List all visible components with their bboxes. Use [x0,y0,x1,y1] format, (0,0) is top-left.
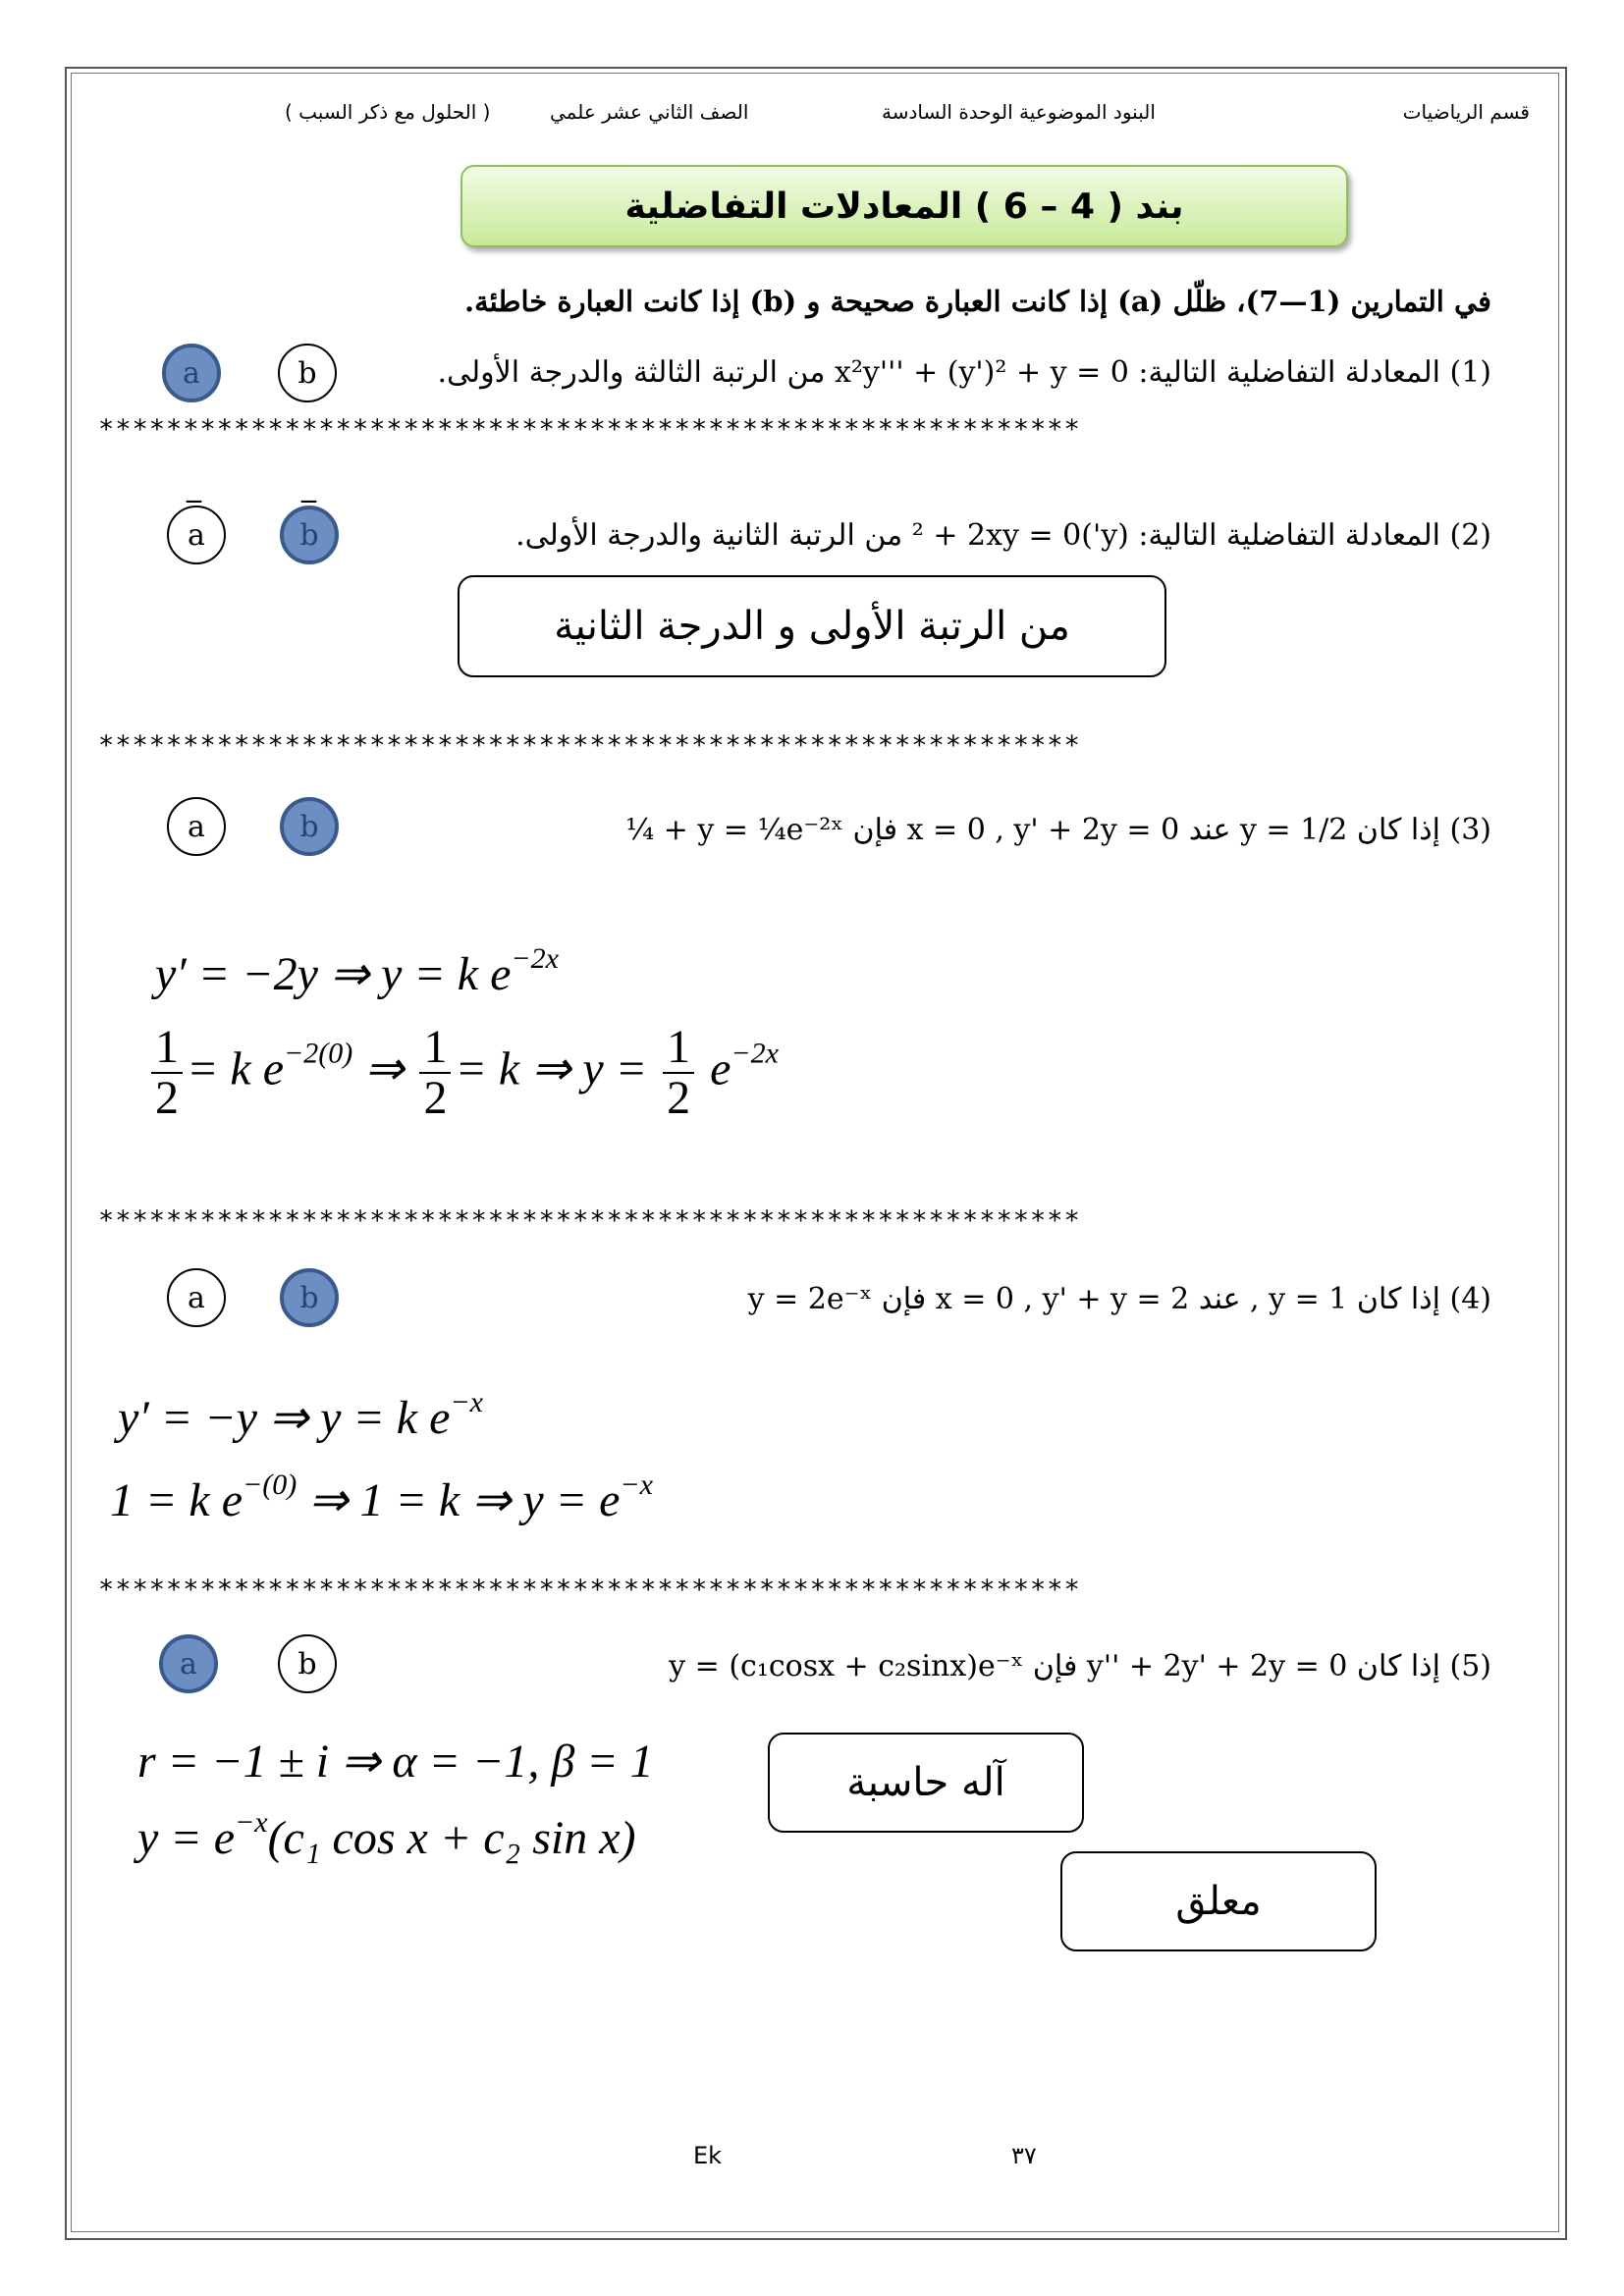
q5-text: (5) إذا كان y'' + 2y' + 2y = 0 فإن y = (c₁cosx + c₂sinx)e⁻ˣ [669,1649,1491,1683]
q5-pending-note: معلق [1060,1851,1377,1951]
frac1-num: 1 [151,1023,183,1074]
separator-2: ********************************************************** [98,730,1081,761]
header-grade: الصف الثاني عشر علمي [550,100,749,124]
q3-text: (3) إذا كان y = 1/2 عند x = 0 , y' + 2y = 0 فإن y = ¼e⁻²ˣ + ¼ [625,813,1491,847]
q5-calculator-note: آله حاسبة [768,1733,1084,1833]
frac1-den: 2 [155,1072,179,1125]
q4-option-a[interactable]: a [167,1268,226,1327]
separator-1: ********************************************************** [98,414,1081,445]
q5-option-b[interactable]: b [278,1634,337,1693]
q2-option-b[interactable]: b [280,506,339,564]
q1-text: (1) المعادلة التفاضلية التالية: x²y''' + (y')² + y = 0 من الرتبة الثالثة والدرجة الأولى. [437,355,1491,390]
footer-left: Ek [693,2142,723,2169]
solution4-line2-b: ⇒ 1 = k ⇒ y = e [297,1474,621,1526]
solution4-line1-exp: −x [450,1386,483,1418]
header-note: ( الحلول مع ذكر السبب ) [285,100,491,124]
solution4-line2 [110,1468,653,1527]
q3-option-a[interactable]: a [167,797,226,856]
solution3-line2-end: e [710,1042,731,1095]
separator-4: ********************************************************** [98,1575,1081,1605]
solution3-line2 [147,1023,779,1124]
solution3-line2-exp1: −2(0) [284,1037,353,1070]
header-unit: البنود الموضوعية الوحدة السادسة [882,100,1156,124]
frac3-num: 1 [663,1023,694,1074]
separator-3: ********************************************************** [98,1205,1081,1236]
instructions: في التمارين (1—7)، ظلّل (a) إذا كانت العبارة صحيحة و (b) إذا كانت العبارة خاطئة. [464,285,1491,318]
q4-text: (4) إذا كان y = 1 , عند x = 0 , y' + y = 2 فإن y = 2e⁻ˣ [747,1282,1491,1316]
solution5-line2 [137,1806,636,1865]
solution4-line2-a: 1 = k e [110,1474,243,1526]
q2-option-a[interactable]: a [167,506,226,564]
solution3-line2-mid2: ⇒ [364,1042,405,1095]
solution3-line2-end-exp: −2x [731,1037,779,1070]
solution3-line1 [155,942,559,1001]
section-title-box [460,165,1348,247]
frac2-den: 2 [423,1072,448,1125]
header-department: قسم الرياضيات [1402,100,1530,124]
q4-option-b[interactable]: b [280,1268,339,1327]
solution4-line2-a-exp: −(0) [243,1468,298,1501]
solution4-line1 [118,1386,483,1445]
q2-macron-b: _ [301,469,316,504]
solution5-line2-a: y = e [137,1812,235,1864]
frac3-den: 2 [667,1072,691,1125]
page-number: ٣٧ [1011,2142,1037,2169]
q5-option-a[interactable]: a [159,1634,218,1693]
solution3-line2-mid1: = k e [187,1042,284,1095]
section-title: بند ( 4 – 6 ) المعادلات التفاضلية [624,186,1184,227]
frac2-num: 1 [419,1023,451,1074]
q2-text: (2) المعادلة التفاضلية التالية: (y')² + 2xy = 0 من الرتبة الثانية والدرجة الأولى. [515,518,1491,553]
solution5-line1: r = −1 ± i ⇒ α = −1, β = 1 [137,1735,654,1788]
solution3-line1-exp: −2x [511,942,559,975]
solution5-line2-exp: −x [235,1806,268,1839]
solution3-line1-main: y′ = −2y ⇒ y = k e [155,948,512,1000]
q2-answer-note: من الرتبة الأولى و الدرجة الثانية [458,575,1166,677]
q1-option-b[interactable]: b [278,344,337,402]
q2-macron-a: _ [187,469,201,504]
q3-option-b[interactable]: b [280,797,339,856]
solution3-line2-mid3: = k ⇒ y = [455,1042,648,1095]
q1-option-a[interactable]: a [162,344,221,402]
solution4-line2-b-exp: −x [620,1468,653,1501]
solution5-line2-b: (c₁ cos x + c₂ sin x) [267,1812,636,1864]
solution4-line1-main: y′ = −y ⇒ y = k e [118,1392,451,1444]
